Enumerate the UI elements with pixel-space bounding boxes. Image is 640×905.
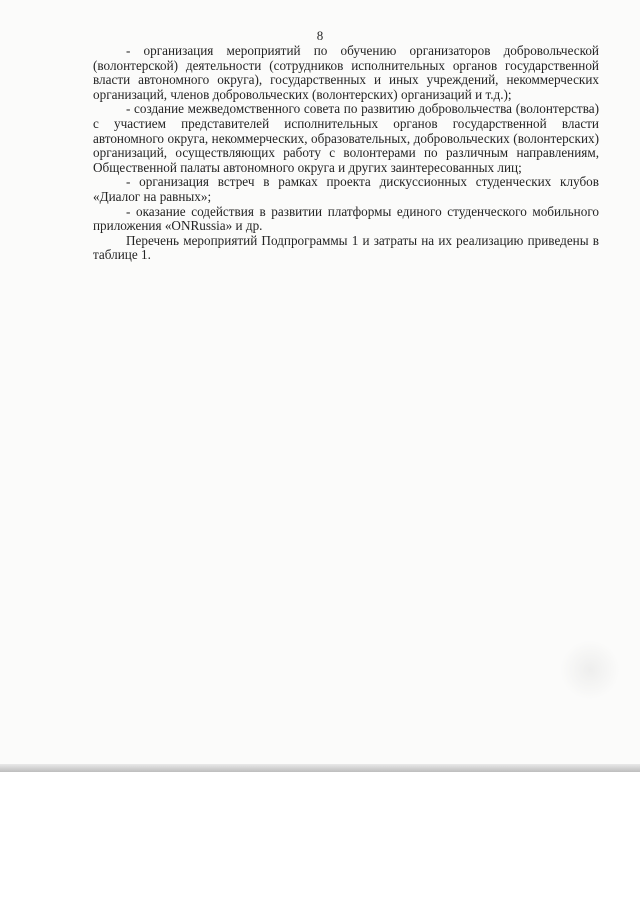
scan-bottom-edge xyxy=(0,764,640,772)
paragraph-table-reference: Перечень мероприятий Подпрограммы 1 и затраты на их реализацию приведены в таблице 1. xyxy=(93,232,599,263)
paragraph-interagency-council: - создание межведомственного совета по развитию добровольчества (волонтерства) с участием представителей исполнительных органов государственной власти автономного округа, некоммерческих, образовательных, добровольческих (волонтерских) организаций, осуществляющих работу с волонтерами по различным направлениям, Общественной палаты автономного округа и других заинтересованных лиц; xyxy=(93,101,599,175)
document-body xyxy=(93,44,599,263)
paragraph-student-clubs: - организация встреч в рамках проекта дискуссионных студенческих клубов «Диалог на равных»; xyxy=(93,174,599,204)
paragraph-mobile-app: - оказание содействия в развитии платформы единого студенческого мобильного приложения «ONRussia» и др. xyxy=(93,203,599,234)
paragraph-training-organizers: - организация мероприятий по обучению организаторов добровольческой (волонтерской) деятельности (сотрудников исполнительных органов государственной власти автономного округа), государственных и иных учреждений, некоммерческих организаций, членов добровольческих (волонтерских) организаций и т.д.); xyxy=(93,43,599,102)
page-number: 8 xyxy=(316,28,324,43)
scan-artifact xyxy=(560,640,620,700)
